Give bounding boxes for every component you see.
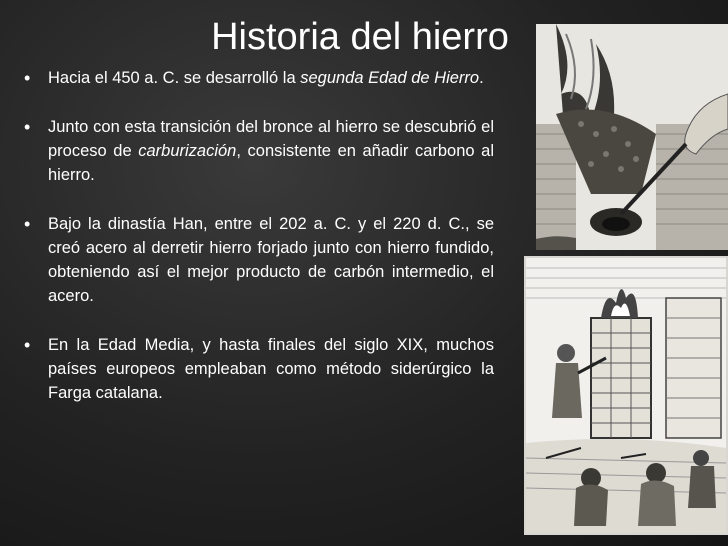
forge-workers-engraving-image <box>524 256 728 535</box>
bullet-emphasis: segunda Edad de Hierro <box>300 69 480 87</box>
bullet-text-end: , consistente en añadir carbono al hierro. <box>48 142 494 184</box>
bullet-item <box>24 115 494 187</box>
bullet-text: En la Edad Media, y hasta finales del siglo XIX, muchos países europeos empleaban como método siderúrgico la Farga catalana. <box>48 336 494 402</box>
bullet-text: Bajo la dinastía Han, entre el 202 a. C. y el 220 d. C., se creó acero al derretir hierro forjado junto con hierro fundido, obteniendo así el mejor producto de carbón intermedio, el acero. <box>48 215 494 305</box>
bullet-emphasis: carburización <box>138 142 237 160</box>
bullet-text: Junto con esta transición del bronce al hierro se descubrió el proceso de <box>48 118 494 160</box>
bullet-item <box>24 212 494 308</box>
bullet-item <box>24 66 494 90</box>
bullet-item <box>24 333 494 405</box>
bullet-text: Hacia el 450 a. C. se desarrolló la <box>48 69 301 87</box>
furnace-engraving-image <box>536 24 728 250</box>
bullet-text-end: . <box>479 69 484 87</box>
slide-title: Historia del hierro <box>211 16 509 58</box>
bullet-list <box>24 66 494 430</box>
